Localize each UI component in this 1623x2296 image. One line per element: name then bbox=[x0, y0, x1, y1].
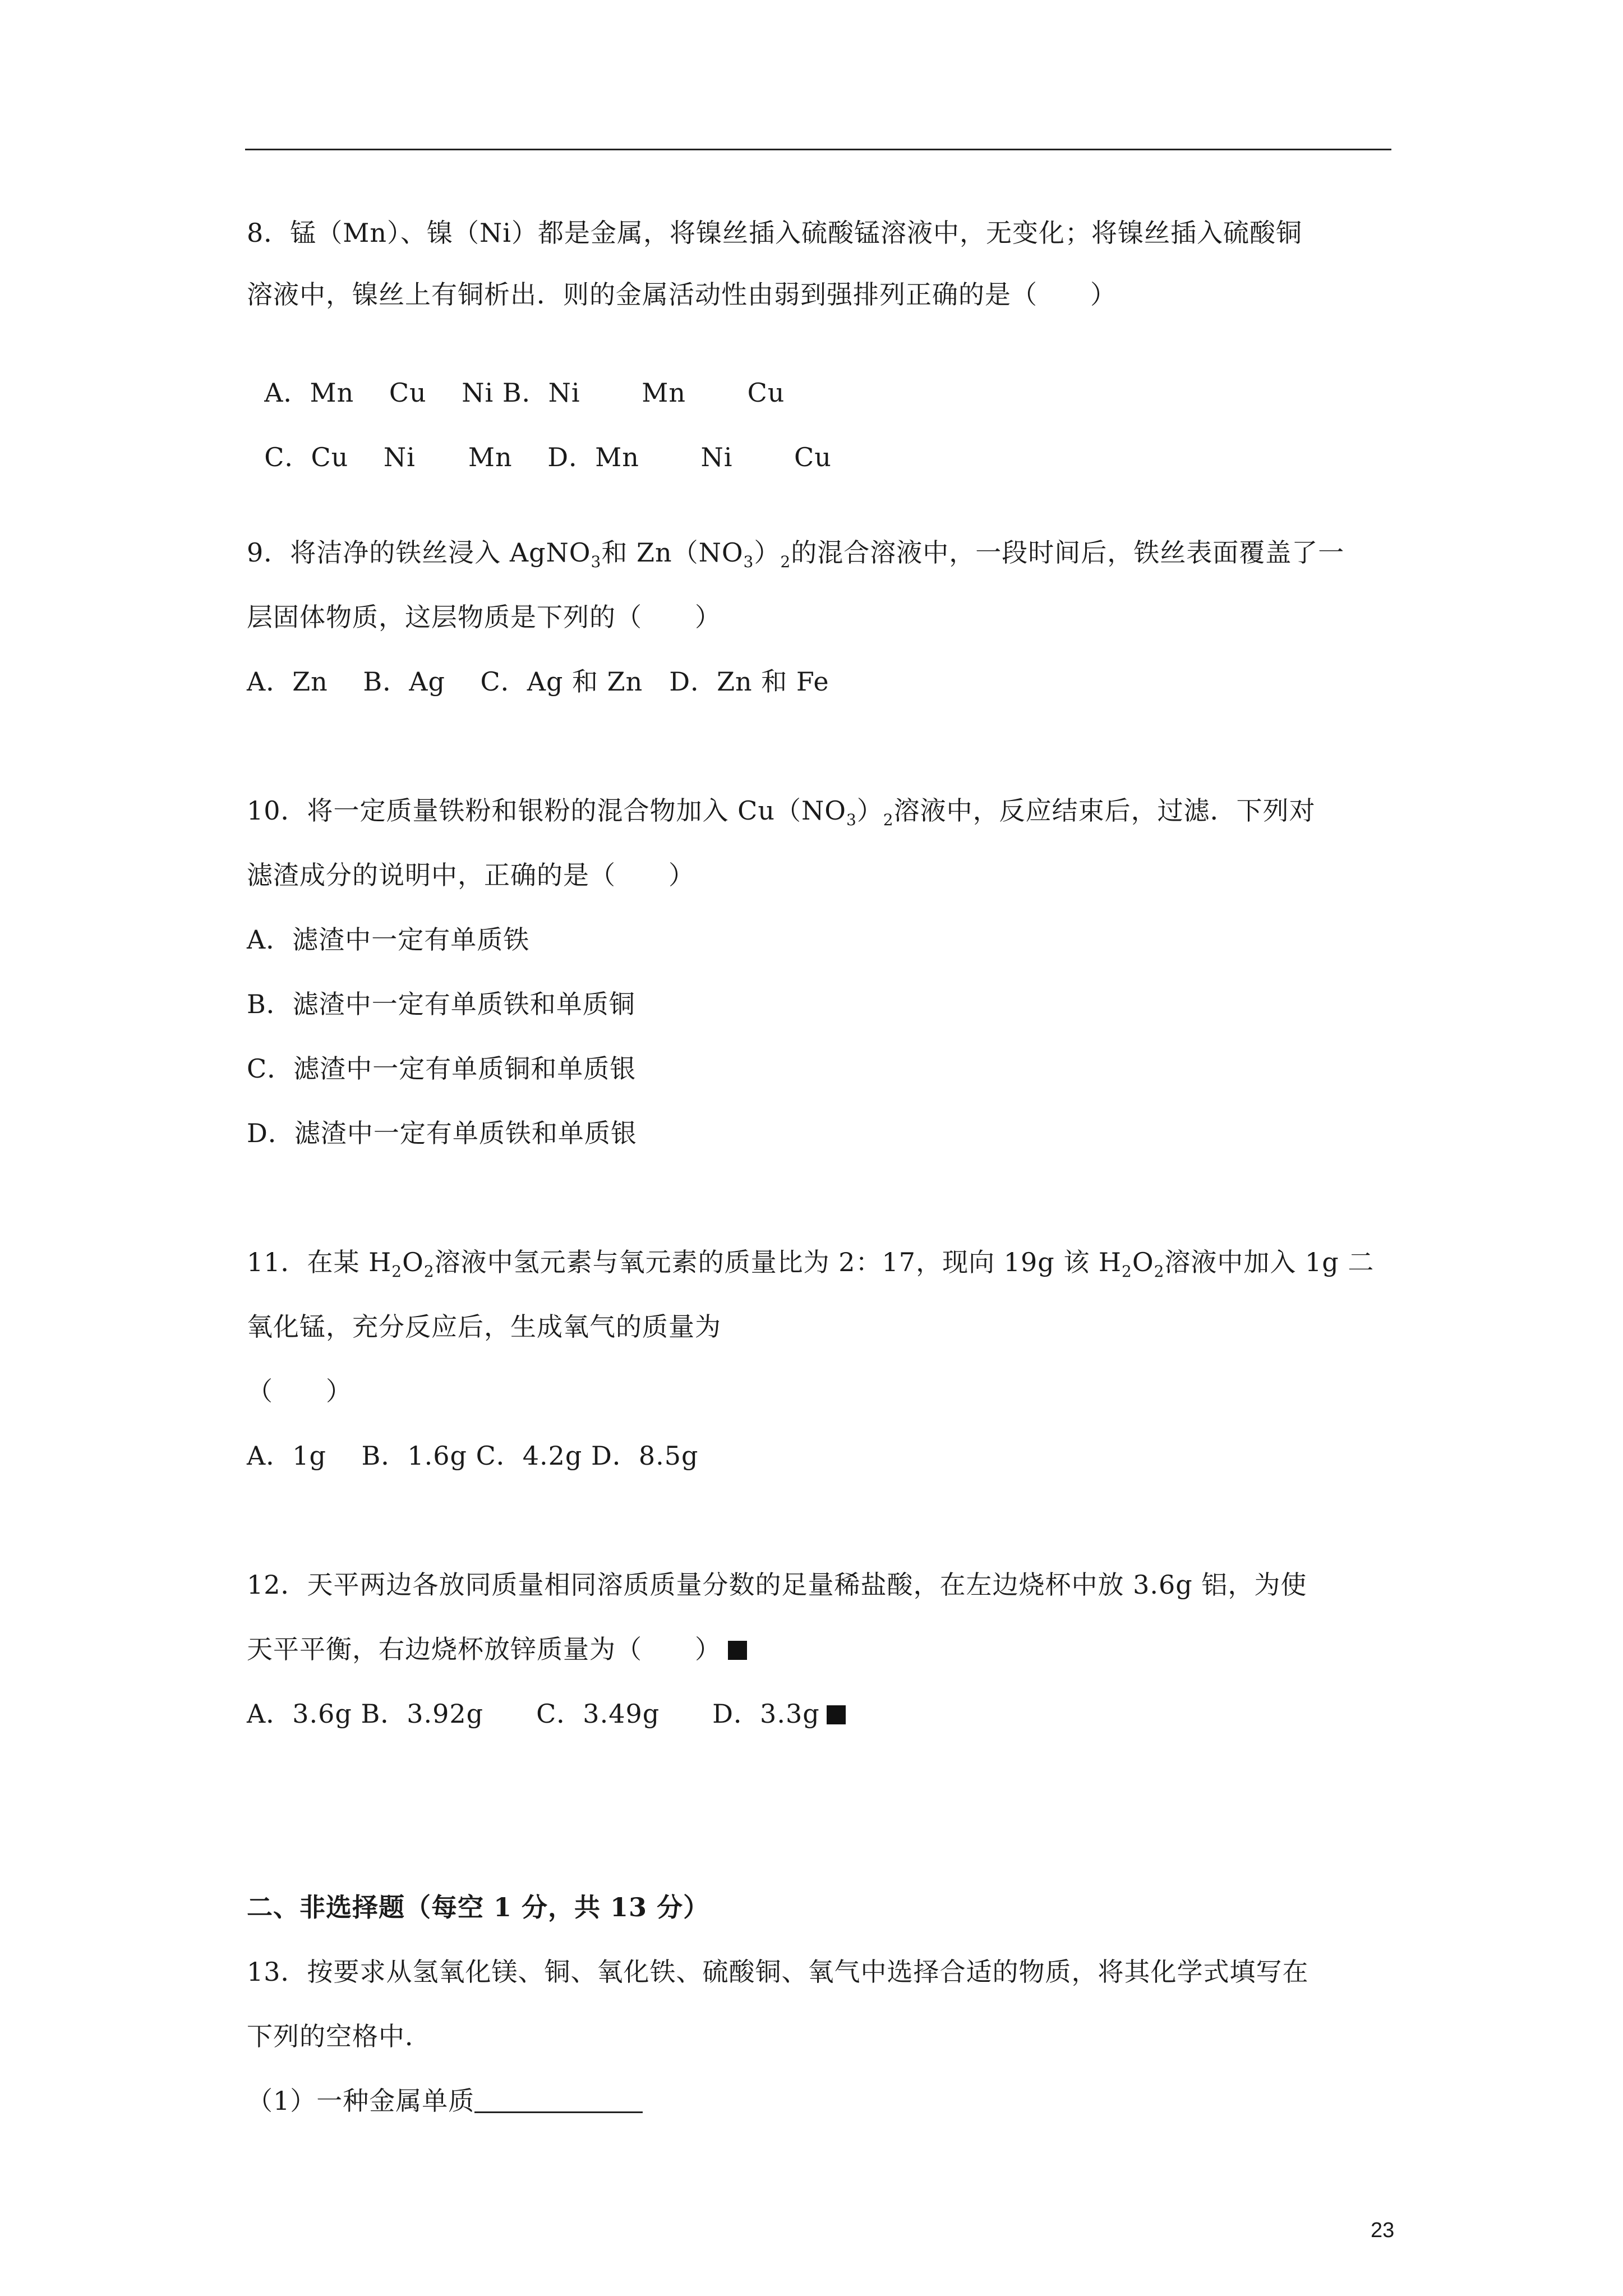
q12-stem-line1: 12．天平两边各放同质量相同溶质质量分数的足量稀盐酸，在左边烧杯中放 3.6g 铝，为使 bbox=[247, 1570, 1307, 1600]
q13-stem-line2: 下列的空格中． bbox=[247, 2021, 431, 2051]
q8-options-row1 bbox=[247, 342, 785, 409]
black-square-icon bbox=[827, 1705, 846, 1724]
q9-stem-line1: 9．将洁净的铁丝浸入 AgNO$_3$和 $Zn(NO_3)_2$的混合溶液中，一段时间后，铁丝表面覆盖了一 bbox=[247, 537, 1345, 571]
q13-item-1: （1）一种金属单质 bbox=[247, 2084, 643, 2118]
q8-option-d: D．Mn Ni Cu bbox=[547, 442, 832, 472]
q10-option-c: C．滤渣中一定有单质铜和单质银 bbox=[247, 1053, 637, 1084]
q10-option-a: A．滤渣中一定有单质铁 bbox=[247, 924, 530, 955]
answer-blank[interactable] bbox=[474, 2087, 643, 2113]
q8-option-c: C．Cu Ni Mn bbox=[264, 442, 513, 472]
q12-options: A．3.6g B．3.92g C．3.49g D．3.3g bbox=[247, 1697, 846, 1731]
q10-option-b: B．滤渣中一定有单质铁和单质铜 bbox=[247, 989, 635, 1019]
q11-stem-line1: 11．在某 $H_2O_2$溶液中氢元素与氧元素的质量比为 2：17，现向 19g 该 $H_2O_2$溶液中加入 1g 二 bbox=[247, 1247, 1375, 1281]
q8-stem-line1: 8．锰（Mn）、镍（Ni）都是金属，将镍丝插入硫酸锰溶液中，无变化；将镍丝插入硫酸铜 bbox=[247, 218, 1302, 248]
page-number: 23 bbox=[1371, 2219, 1395, 2242]
q8-option-b: B．Ni Mn Cu bbox=[502, 378, 785, 408]
q11-stem-line3: （ ） bbox=[247, 1376, 352, 1406]
q11-stem-line2: 氧化锰，充分反应后，生成氧气的质量为 bbox=[247, 1312, 721, 1342]
q8-options-row2 bbox=[247, 407, 832, 474]
q9-stem-line2: 层固体物质，这层物质是下列的（ ） bbox=[247, 602, 721, 632]
header-rule bbox=[245, 149, 1391, 150]
q9-options: A．Zn B．Ag C．Ag 和 Zn D．Zn 和 Fe bbox=[247, 666, 829, 697]
q13-stem-line1: 13．按要求从氢氧化镁、铜、氧化铁、硫酸铜、氧气中选择合适的物质，将其化学式填写在 bbox=[247, 1957, 1309, 1987]
black-square-icon bbox=[728, 1641, 747, 1660]
q10-stem-line2: 滤渣成分的说明中，正确的是（ ） bbox=[247, 860, 695, 890]
q12-stem-line2: 天平平衡，右边烧杯放锌质量为（ ） bbox=[247, 1632, 747, 1666]
q8-option-a: A．Mn Cu Ni bbox=[264, 378, 494, 408]
q11-options: A．1g B．1.6g C．4.2g D．8.5g bbox=[247, 1441, 699, 1471]
section-title: 二、非选择题（每空 1 分，共 13 分） bbox=[247, 1892, 710, 1922]
q10-stem-line1: 10．将一定质量铁粉和银粉的混合物加入 $Cu(NO_3)_2$溶液中，反应结束后，过滤．下列对 bbox=[247, 795, 1316, 829]
q8-stem-line2: 溶液中，镍丝上有铜析出．则的金属活动性由弱到强排列正确的是（ ） bbox=[247, 279, 1117, 310]
q10-option-d: D．滤渣中一定有单质铁和单质银 bbox=[247, 1118, 637, 1148]
